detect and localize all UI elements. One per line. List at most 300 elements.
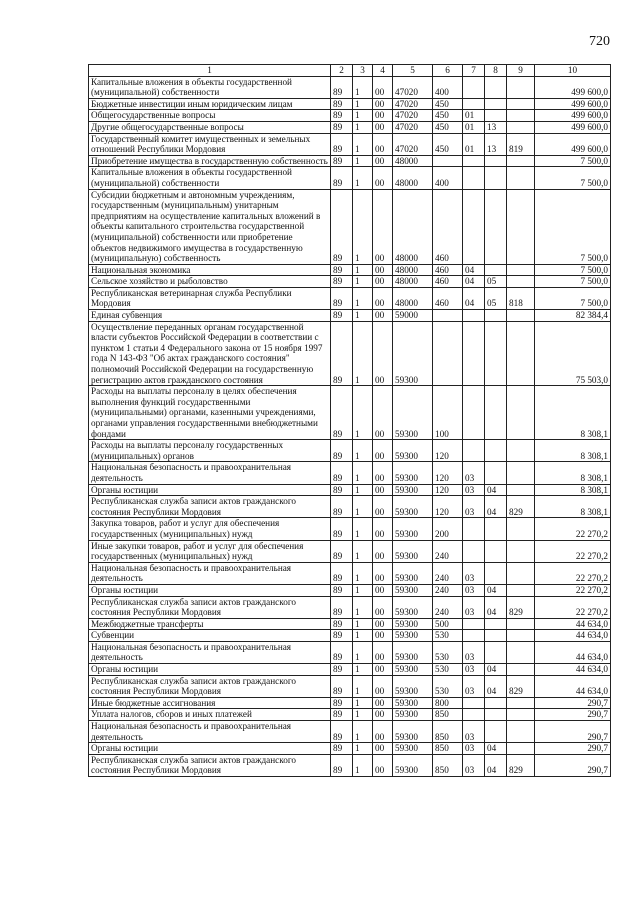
row-code-cell: 00 — [373, 618, 393, 630]
row-code-cell: 400 — [433, 76, 463, 98]
row-code-cell — [507, 709, 535, 721]
row-amount-cell: 290,7 — [535, 743, 611, 755]
row-code-cell: 04 — [485, 675, 507, 697]
row-code-cell: 59300 — [393, 596, 433, 618]
table-row — [89, 697, 611, 709]
row-code-cell — [507, 155, 535, 167]
row-code-cell — [507, 386, 535, 440]
row-code-cell — [485, 264, 507, 276]
row-code-cell: 800 — [433, 697, 463, 709]
row-code-cell: 47020 — [393, 121, 433, 133]
row-code-cell: 1 — [353, 276, 373, 288]
row-description-cell: Национальная экономика — [89, 264, 331, 276]
row-code-cell: 04 — [485, 664, 507, 676]
row-amount-cell: 7 500,0 — [535, 167, 611, 189]
row-code-cell: 850 — [433, 754, 463, 776]
row-code-cell: 03 — [463, 596, 485, 618]
row-code-cell — [507, 276, 535, 288]
row-description-cell: Органы юстиции — [89, 484, 331, 496]
row-code-cell: 829 — [507, 754, 535, 776]
row-code-cell: 89 — [331, 386, 353, 440]
row-code-cell: 530 — [433, 664, 463, 676]
column-header: 4 — [373, 65, 393, 77]
row-code-cell — [507, 562, 535, 584]
row-description-cell: Органы юстиции — [89, 664, 331, 676]
row-code-cell: 03 — [463, 484, 485, 496]
row-code-cell: 00 — [373, 110, 393, 122]
row-amount-cell: 44 634,0 — [535, 630, 611, 642]
row-code-cell: 03 — [463, 754, 485, 776]
row-code-cell — [433, 321, 463, 386]
row-amount-cell: 7 500,0 — [535, 189, 611, 264]
page-number: 720 — [589, 34, 610, 49]
row-code-cell: 850 — [433, 743, 463, 755]
row-code-cell: 00 — [373, 76, 393, 98]
row-code-cell: 04 — [485, 754, 507, 776]
row-code-cell: 1 — [353, 496, 373, 518]
table-row — [89, 496, 611, 518]
row-code-cell: 1 — [353, 540, 373, 562]
row-description-cell: Иные бюджетные ассигнования — [89, 697, 331, 709]
row-code-cell: 1 — [353, 462, 373, 484]
row-code-cell: 829 — [507, 596, 535, 618]
row-amount-cell: 22 270,2 — [535, 562, 611, 584]
table-row — [89, 630, 611, 642]
row-amount-cell: 499 600,0 — [535, 121, 611, 133]
row-code-cell: 59300 — [393, 462, 433, 484]
row-code-cell — [463, 440, 485, 462]
row-code-cell: 1 — [353, 167, 373, 189]
row-code-cell: 1 — [353, 484, 373, 496]
row-code-cell: 120 — [433, 484, 463, 496]
row-code-cell — [485, 386, 507, 440]
row-code-cell: 00 — [373, 743, 393, 755]
row-code-cell: 100 — [433, 386, 463, 440]
row-code-cell: 00 — [373, 167, 393, 189]
row-code-cell: 1 — [353, 189, 373, 264]
row-code-cell — [463, 518, 485, 540]
row-code-cell: 120 — [433, 440, 463, 462]
row-code-cell: 460 — [433, 276, 463, 288]
table-row — [89, 675, 611, 697]
row-code-cell: 89 — [331, 697, 353, 709]
row-code-cell: 59300 — [393, 743, 433, 755]
row-amount-cell: 8 308,1 — [535, 484, 611, 496]
row-code-cell: 89 — [331, 121, 353, 133]
row-code-cell — [463, 76, 485, 98]
row-code-cell: 1 — [353, 721, 373, 743]
row-amount-cell: 7 500,0 — [535, 264, 611, 276]
table-row — [89, 76, 611, 98]
table-row — [89, 287, 611, 309]
row-code-cell: 13 — [485, 121, 507, 133]
row-code-cell: 1 — [353, 110, 373, 122]
row-code-cell: 59300 — [393, 675, 433, 697]
row-code-cell: 04 — [485, 596, 507, 618]
row-description-cell: Субвенции — [89, 630, 331, 642]
table-row — [89, 440, 611, 462]
row-amount-cell: 290,7 — [535, 697, 611, 709]
row-description-cell: Органы юстиции — [89, 743, 331, 755]
table-row — [89, 321, 611, 386]
row-description-cell: Органы юстиции — [89, 584, 331, 596]
row-description-cell: Сельское хозяйство и рыболовство — [89, 276, 331, 288]
row-code-cell: 1 — [353, 287, 373, 309]
row-code-cell: 47020 — [393, 76, 433, 98]
table-row — [89, 484, 611, 496]
row-code-cell: 59300 — [393, 709, 433, 721]
row-code-cell: 00 — [373, 133, 393, 155]
row-code-cell: 1 — [353, 675, 373, 697]
row-code-cell — [463, 167, 485, 189]
table-row — [89, 754, 611, 776]
row-code-cell: 00 — [373, 484, 393, 496]
row-code-cell — [485, 630, 507, 642]
row-code-cell — [463, 618, 485, 630]
row-code-cell — [485, 462, 507, 484]
row-code-cell: 818 — [507, 287, 535, 309]
row-code-cell: 04 — [485, 496, 507, 518]
row-code-cell — [507, 664, 535, 676]
row-amount-cell: 8 308,1 — [535, 496, 611, 518]
row-code-cell — [485, 167, 507, 189]
row-code-cell: 59300 — [393, 630, 433, 642]
column-header: 9 — [507, 65, 535, 77]
row-code-cell — [433, 310, 463, 322]
row-code-cell: 89 — [331, 584, 353, 596]
row-code-cell: 450 — [433, 110, 463, 122]
row-code-cell: 450 — [433, 98, 463, 110]
row-code-cell: 03 — [463, 462, 485, 484]
column-header: 8 — [485, 65, 507, 77]
row-description-cell: Общегосударственные вопросы — [89, 110, 331, 122]
row-code-cell: 00 — [373, 518, 393, 540]
row-description-cell: Межбюджетные трансферты — [89, 618, 331, 630]
row-code-cell — [485, 76, 507, 98]
row-code-cell: 89 — [331, 518, 353, 540]
row-code-cell — [507, 310, 535, 322]
row-code-cell: 89 — [331, 496, 353, 518]
row-code-cell: 530 — [433, 630, 463, 642]
table-row — [89, 596, 611, 618]
row-code-cell: 04 — [485, 584, 507, 596]
table-row — [89, 155, 611, 167]
row-amount-cell: 75 503,0 — [535, 321, 611, 386]
row-code-cell: 89 — [331, 310, 353, 322]
row-code-cell: 59300 — [393, 641, 433, 663]
row-amount-cell: 8 308,1 — [535, 440, 611, 462]
table-body — [89, 76, 611, 776]
row-code-cell — [485, 155, 507, 167]
row-code-cell: 450 — [433, 133, 463, 155]
row-code-cell — [507, 641, 535, 663]
row-code-cell — [485, 321, 507, 386]
table-row — [89, 110, 611, 122]
row-description-cell: Национальная безопасность и правоохранительная деятельность — [89, 721, 331, 743]
row-code-cell — [507, 321, 535, 386]
row-code-cell: 01 — [463, 110, 485, 122]
row-code-cell: 00 — [373, 562, 393, 584]
row-code-cell: 1 — [353, 596, 373, 618]
row-code-cell: 59000 — [393, 310, 433, 322]
row-code-cell: 850 — [433, 721, 463, 743]
row-code-cell — [485, 440, 507, 462]
row-amount-cell: 7 500,0 — [535, 155, 611, 167]
row-code-cell: 460 — [433, 189, 463, 264]
table-row — [89, 98, 611, 110]
row-code-cell: 1 — [353, 133, 373, 155]
row-code-cell: 05 — [485, 287, 507, 309]
row-code-cell: 1 — [353, 618, 373, 630]
row-code-cell: 59300 — [393, 540, 433, 562]
table-row — [89, 641, 611, 663]
row-amount-cell: 7 500,0 — [535, 287, 611, 309]
row-code-cell: 59300 — [393, 440, 433, 462]
row-description-cell: Государственный комитет имущественных и земельных отношений Республики Мордовия — [89, 133, 331, 155]
table-row — [89, 133, 611, 155]
row-code-cell: 120 — [433, 496, 463, 518]
row-code-cell: 59300 — [393, 496, 433, 518]
row-code-cell: 460 — [433, 287, 463, 309]
row-code-cell: 1 — [353, 641, 373, 663]
row-code-cell: 03 — [463, 664, 485, 676]
row-description-cell: Капитальные вложения в объекты государственной (муниципальной) собственности — [89, 76, 331, 98]
row-code-cell: 819 — [507, 133, 535, 155]
row-code-cell: 89 — [331, 562, 353, 584]
table-row — [89, 743, 611, 755]
table-row — [89, 310, 611, 322]
row-amount-cell: 44 634,0 — [535, 641, 611, 663]
row-code-cell: 1 — [353, 743, 373, 755]
row-code-cell: 1 — [353, 264, 373, 276]
row-code-cell: 03 — [463, 675, 485, 697]
row-code-cell: 89 — [331, 743, 353, 755]
row-code-cell: 00 — [373, 664, 393, 676]
row-code-cell — [485, 697, 507, 709]
row-code-cell: 240 — [433, 584, 463, 596]
row-code-cell: 1 — [353, 121, 373, 133]
row-code-cell — [507, 76, 535, 98]
row-code-cell: 1 — [353, 630, 373, 642]
row-code-cell — [507, 264, 535, 276]
row-code-cell: 00 — [373, 287, 393, 309]
row-code-cell — [507, 618, 535, 630]
row-code-cell: 89 — [331, 664, 353, 676]
row-code-cell — [485, 189, 507, 264]
row-code-cell: 89 — [331, 709, 353, 721]
row-code-cell: 48000 — [393, 189, 433, 264]
row-code-cell — [507, 121, 535, 133]
column-header: 5 — [393, 65, 433, 77]
row-code-cell: 89 — [331, 98, 353, 110]
table-row — [89, 562, 611, 584]
row-code-cell: 59300 — [393, 664, 433, 676]
row-code-cell: 89 — [331, 618, 353, 630]
table-row — [89, 664, 611, 676]
table-row — [89, 189, 611, 264]
budget-table — [88, 64, 611, 777]
row-code-cell: 03 — [463, 496, 485, 518]
row-description-cell: Национальная безопасность и правоохранительная деятельность — [89, 641, 331, 663]
table-row — [89, 709, 611, 721]
row-code-cell: 89 — [331, 484, 353, 496]
row-code-cell: 00 — [373, 189, 393, 264]
table-row — [89, 721, 611, 743]
row-amount-cell: 7 500,0 — [535, 276, 611, 288]
row-code-cell — [485, 518, 507, 540]
row-description-cell: Закупка товаров, работ и услуг для обеспечения государственных (муниципальных) нужд — [89, 518, 331, 540]
row-code-cell: 89 — [331, 440, 353, 462]
row-amount-cell: 8 308,1 — [535, 462, 611, 484]
row-code-cell: 59300 — [393, 618, 433, 630]
row-code-cell: 59300 — [393, 721, 433, 743]
row-code-cell — [485, 641, 507, 663]
row-code-cell: 240 — [433, 562, 463, 584]
row-code-cell: 89 — [331, 630, 353, 642]
row-code-cell: 1 — [353, 440, 373, 462]
column-header: 2 — [331, 65, 353, 77]
row-code-cell: 1 — [353, 664, 373, 676]
row-code-cell: 00 — [373, 709, 393, 721]
row-code-cell: 00 — [373, 310, 393, 322]
row-description-cell: Уплата налогов, сборов и иных платежей — [89, 709, 331, 721]
row-amount-cell: 82 384,4 — [535, 310, 611, 322]
row-code-cell — [507, 98, 535, 110]
row-code-cell: 59300 — [393, 484, 433, 496]
row-code-cell: 00 — [373, 121, 393, 133]
table-row — [89, 121, 611, 133]
row-description-cell: Республиканская служба записи актов гражданского состояния Республики Мордовия — [89, 496, 331, 518]
row-code-cell: 47020 — [393, 98, 433, 110]
row-code-cell: 89 — [331, 276, 353, 288]
table-row — [89, 167, 611, 189]
column-header: 1 — [89, 65, 331, 77]
row-code-cell: 89 — [331, 189, 353, 264]
row-code-cell — [433, 155, 463, 167]
row-amount-cell: 290,7 — [535, 754, 611, 776]
row-code-cell — [463, 540, 485, 562]
row-code-cell: 00 — [373, 462, 393, 484]
row-code-cell: 00 — [373, 98, 393, 110]
row-code-cell: 48000 — [393, 276, 433, 288]
row-description-cell: Осуществление переданных органам государственной власти субъектов Российской Федерации в соответствии с пунктом 1 статьи 4 Федерального закона от 15 ноября 1997 года N 143-ФЗ "Об актах гражданского состояния" полномочий Российской Федерации на государственную регистрацию актов гражданского состояния — [89, 321, 331, 386]
column-header: 10 — [535, 65, 611, 77]
row-code-cell: 48000 — [393, 264, 433, 276]
column-header: 3 — [353, 65, 373, 77]
table-row — [89, 276, 611, 288]
row-code-cell: 500 — [433, 618, 463, 630]
row-code-cell — [463, 709, 485, 721]
row-code-cell: 00 — [373, 754, 393, 776]
row-code-cell: 1 — [353, 321, 373, 386]
row-code-cell: 59300 — [393, 518, 433, 540]
row-code-cell: 89 — [331, 462, 353, 484]
row-code-cell: 530 — [433, 675, 463, 697]
row-description-cell: Республиканская служба записи актов гражданского состояния Республики Мордовия — [89, 754, 331, 776]
row-code-cell: 1 — [353, 310, 373, 322]
row-code-cell — [463, 310, 485, 322]
row-code-cell: 00 — [373, 321, 393, 386]
row-code-cell: 59300 — [393, 584, 433, 596]
row-code-cell: 1 — [353, 584, 373, 596]
row-code-cell: 00 — [373, 675, 393, 697]
row-code-cell: 120 — [433, 462, 463, 484]
row-description-cell: Расходы на выплаты персоналу в целях обеспечения выполнения функций государственными (муниципальными) органами, казенными учреждениями, органами управления государственными внебюджетными фондами — [89, 386, 331, 440]
table-row — [89, 462, 611, 484]
row-code-cell — [485, 98, 507, 110]
row-code-cell — [507, 484, 535, 496]
row-code-cell: 47020 — [393, 110, 433, 122]
row-code-cell: 829 — [507, 496, 535, 518]
row-amount-cell: 44 634,0 — [535, 664, 611, 676]
row-code-cell: 03 — [463, 584, 485, 596]
row-code-cell — [507, 462, 535, 484]
row-code-cell: 04 — [463, 287, 485, 309]
row-code-cell — [463, 630, 485, 642]
row-code-cell: 48000 — [393, 287, 433, 309]
row-description-cell: Национальная безопасность и правоохранительная деятельность — [89, 462, 331, 484]
row-code-cell: 850 — [433, 709, 463, 721]
row-code-cell: 1 — [353, 155, 373, 167]
row-code-cell: 240 — [433, 596, 463, 618]
row-code-cell: 460 — [433, 264, 463, 276]
row-code-cell: 1 — [353, 754, 373, 776]
row-code-cell — [485, 310, 507, 322]
row-code-cell — [507, 518, 535, 540]
row-code-cell: 89 — [331, 721, 353, 743]
row-description-cell: Республиканская служба записи актов гражданского состояния Республики Мордовия — [89, 675, 331, 697]
row-code-cell — [507, 721, 535, 743]
table-row — [89, 618, 611, 630]
row-code-cell: 1 — [353, 98, 373, 110]
row-code-cell: 00 — [373, 596, 393, 618]
row-code-cell: 00 — [373, 276, 393, 288]
row-code-cell — [485, 110, 507, 122]
row-description-cell: Расходы на выплаты персоналу государственных (муниципальных) органов — [89, 440, 331, 462]
row-amount-cell: 499 600,0 — [535, 76, 611, 98]
row-code-cell: 1 — [353, 697, 373, 709]
row-code-cell: 00 — [373, 540, 393, 562]
row-code-cell — [507, 189, 535, 264]
row-code-cell — [463, 697, 485, 709]
row-code-cell — [485, 562, 507, 584]
row-code-cell: 59300 — [393, 754, 433, 776]
row-code-cell: 89 — [331, 264, 353, 276]
row-code-cell — [485, 709, 507, 721]
row-code-cell: 89 — [331, 287, 353, 309]
row-description-cell: Бюджетные инвестиции иным юридическим лицам — [89, 98, 331, 110]
row-code-cell: 89 — [331, 754, 353, 776]
row-code-cell: 00 — [373, 641, 393, 663]
row-code-cell: 00 — [373, 584, 393, 596]
row-code-cell — [463, 189, 485, 264]
row-code-cell: 00 — [373, 496, 393, 518]
table-row — [89, 584, 611, 596]
row-code-cell: 89 — [331, 76, 353, 98]
row-description-cell: Национальная безопасность и правоохранительная деятельность — [89, 562, 331, 584]
row-amount-cell: 22 270,2 — [535, 540, 611, 562]
row-code-cell: 1 — [353, 386, 373, 440]
row-amount-cell: 290,7 — [535, 721, 611, 743]
row-code-cell: 89 — [331, 167, 353, 189]
row-amount-cell: 22 270,2 — [535, 518, 611, 540]
column-header: 7 — [463, 65, 485, 77]
row-code-cell: 89 — [331, 641, 353, 663]
row-code-cell: 04 — [485, 484, 507, 496]
row-amount-cell: 499 600,0 — [535, 133, 611, 155]
row-code-cell: 04 — [463, 264, 485, 276]
row-code-cell: 240 — [433, 540, 463, 562]
